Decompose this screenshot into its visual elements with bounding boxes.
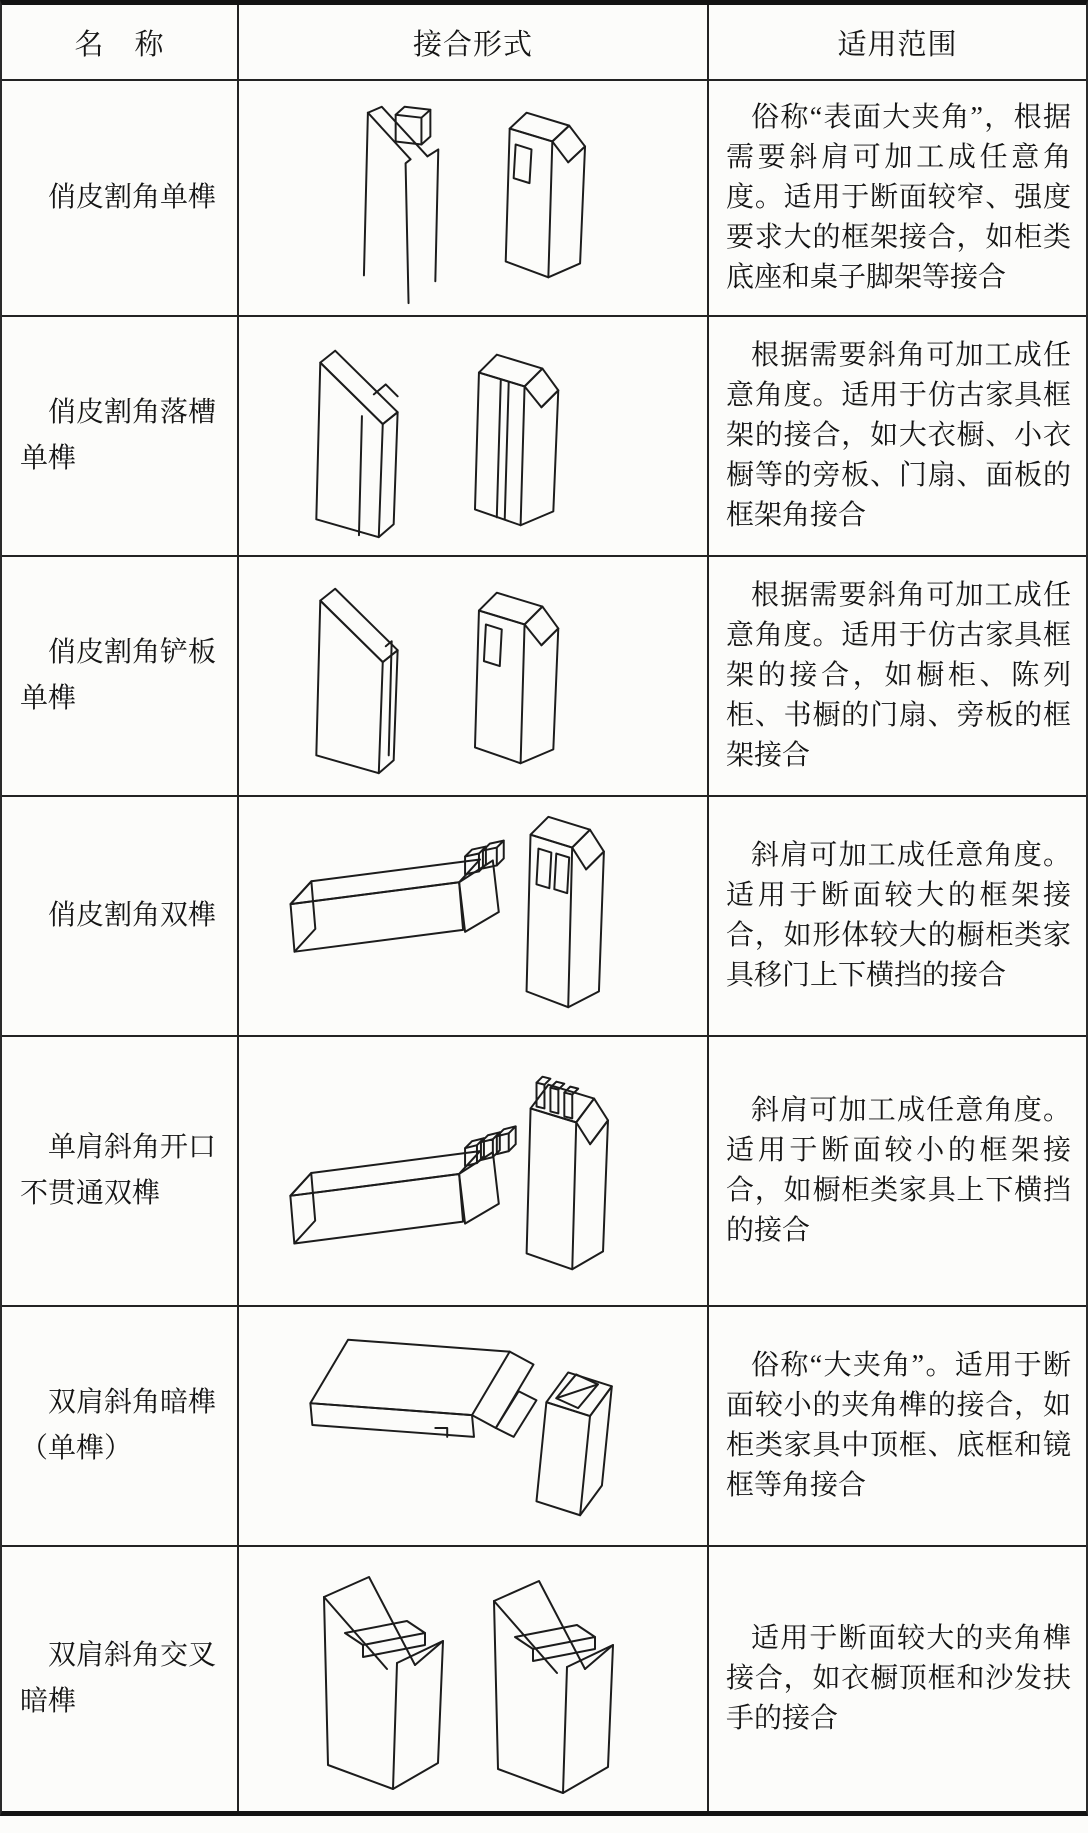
table-row: [2, 557, 1086, 797]
joint-name: 双肩斜角交叉暗榫: [20, 1640, 217, 1717]
header-label-scope: 适用范围: [837, 28, 958, 61]
joint-description-cell: [709, 1037, 1086, 1305]
joint-name-cell: [2, 81, 239, 315]
miter-corner-single-tenon-diagram: [239, 81, 707, 315]
joint-name-cell: [2, 797, 239, 1035]
joint-figure-cell: [239, 797, 709, 1035]
joint-description: 根据需要斜角可加工成任意角度。适用于仿古家具框架的接合，如橱柜、陈列柜、书橱的门扇、旁板的框架接合: [726, 580, 1071, 771]
joint-figure-cell: [239, 317, 709, 555]
joint-name-cell: [2, 1037, 239, 1305]
joint-description-cell: [709, 317, 1086, 555]
table-row: [2, 81, 1086, 317]
joint-name-cell: [2, 1307, 239, 1545]
header-label-joint-form: 接合形式: [412, 28, 533, 61]
table-row: [2, 1037, 1086, 1307]
single-shoulder-miter-open-stopped-double-tenon-diagram: [239, 1037, 707, 1305]
joint-name: 单肩斜角开口不贯通双榫: [20, 1132, 217, 1209]
table-row: [2, 1307, 1086, 1547]
joint-description: 俗称“表面大夹角”，根据需要斜肩可加工成任意角度。适用于断面较窄、强度要求大的框架接合，如柜类底座和桌子脚架等接合: [726, 102, 1071, 293]
table-row: [2, 1547, 1086, 1811]
joint-description-cell: [709, 81, 1086, 315]
joint-name: 俏皮割角双榫: [48, 900, 217, 931]
table-row: [2, 797, 1086, 1037]
joint-name-cell: [2, 557, 239, 795]
joint-description: 斜肩可加工成任意角度。适用于断面较小的框架接合，如橱柜类家具上下横挡的接合: [726, 1095, 1071, 1246]
miter-corner-rabbet-single-tenon-diagram: [239, 557, 707, 795]
header-cell-name: [2, 5, 239, 79]
joint-description: 斜肩可加工成任意角度。适用于断面较大的框架接合，如形体较大的橱柜类家具移门上下横挡的接合: [726, 840, 1071, 991]
joint-description-cell: [709, 797, 1086, 1035]
miter-corner-double-tenon-diagram: [239, 797, 707, 1035]
joint-description-cell: [709, 557, 1086, 795]
joint-figure-cell: [239, 81, 709, 315]
joint-name: 俏皮割角单榫: [48, 182, 217, 213]
joint-description-cell: [709, 1547, 1086, 1811]
joint-figure-cell: [239, 1037, 709, 1305]
joint-figure-cell: [239, 1307, 709, 1545]
joint-name: 俏皮割角铲板单榫: [20, 637, 217, 714]
joint-figure-cell: [239, 1547, 709, 1811]
double-shoulder-miter-blind-tenon-diagram: [239, 1307, 707, 1545]
joint-name-cell: [2, 1547, 239, 1811]
joint-description: 适用于断面较大的夹角榫接合，如衣橱顶框和沙发扶手的接合: [726, 1623, 1071, 1734]
table-header-row: [2, 5, 1086, 81]
joint-description-cell: [709, 1307, 1086, 1545]
table-row: [2, 317, 1086, 557]
header-cell-joint-form: [239, 5, 709, 79]
joint-description: 根据需要斜角可加工成任意角度。适用于仿古家具框架的接合，如大衣橱、小衣橱等的旁板、门扇、面板的框架角接合: [726, 340, 1071, 531]
joint-figure-cell: [239, 557, 709, 795]
header-cell-scope: [709, 5, 1086, 79]
joint-name: 双肩斜角暗榫（单榫）: [20, 1387, 217, 1464]
joint-name-cell: [2, 317, 239, 555]
double-shoulder-miter-cross-blind-tenon-diagram: [239, 1547, 707, 1811]
miter-corner-grooved-single-tenon-diagram: [239, 317, 707, 555]
joint-name: 俏皮割角落槽单榫: [20, 397, 217, 474]
joint-description: 俗称“大夹角”。适用于断面较小的夹角榫的接合，如柜类家具中顶框、底框和镜框等角接合: [726, 1350, 1071, 1501]
header-label-name: 名 称: [74, 28, 165, 61]
